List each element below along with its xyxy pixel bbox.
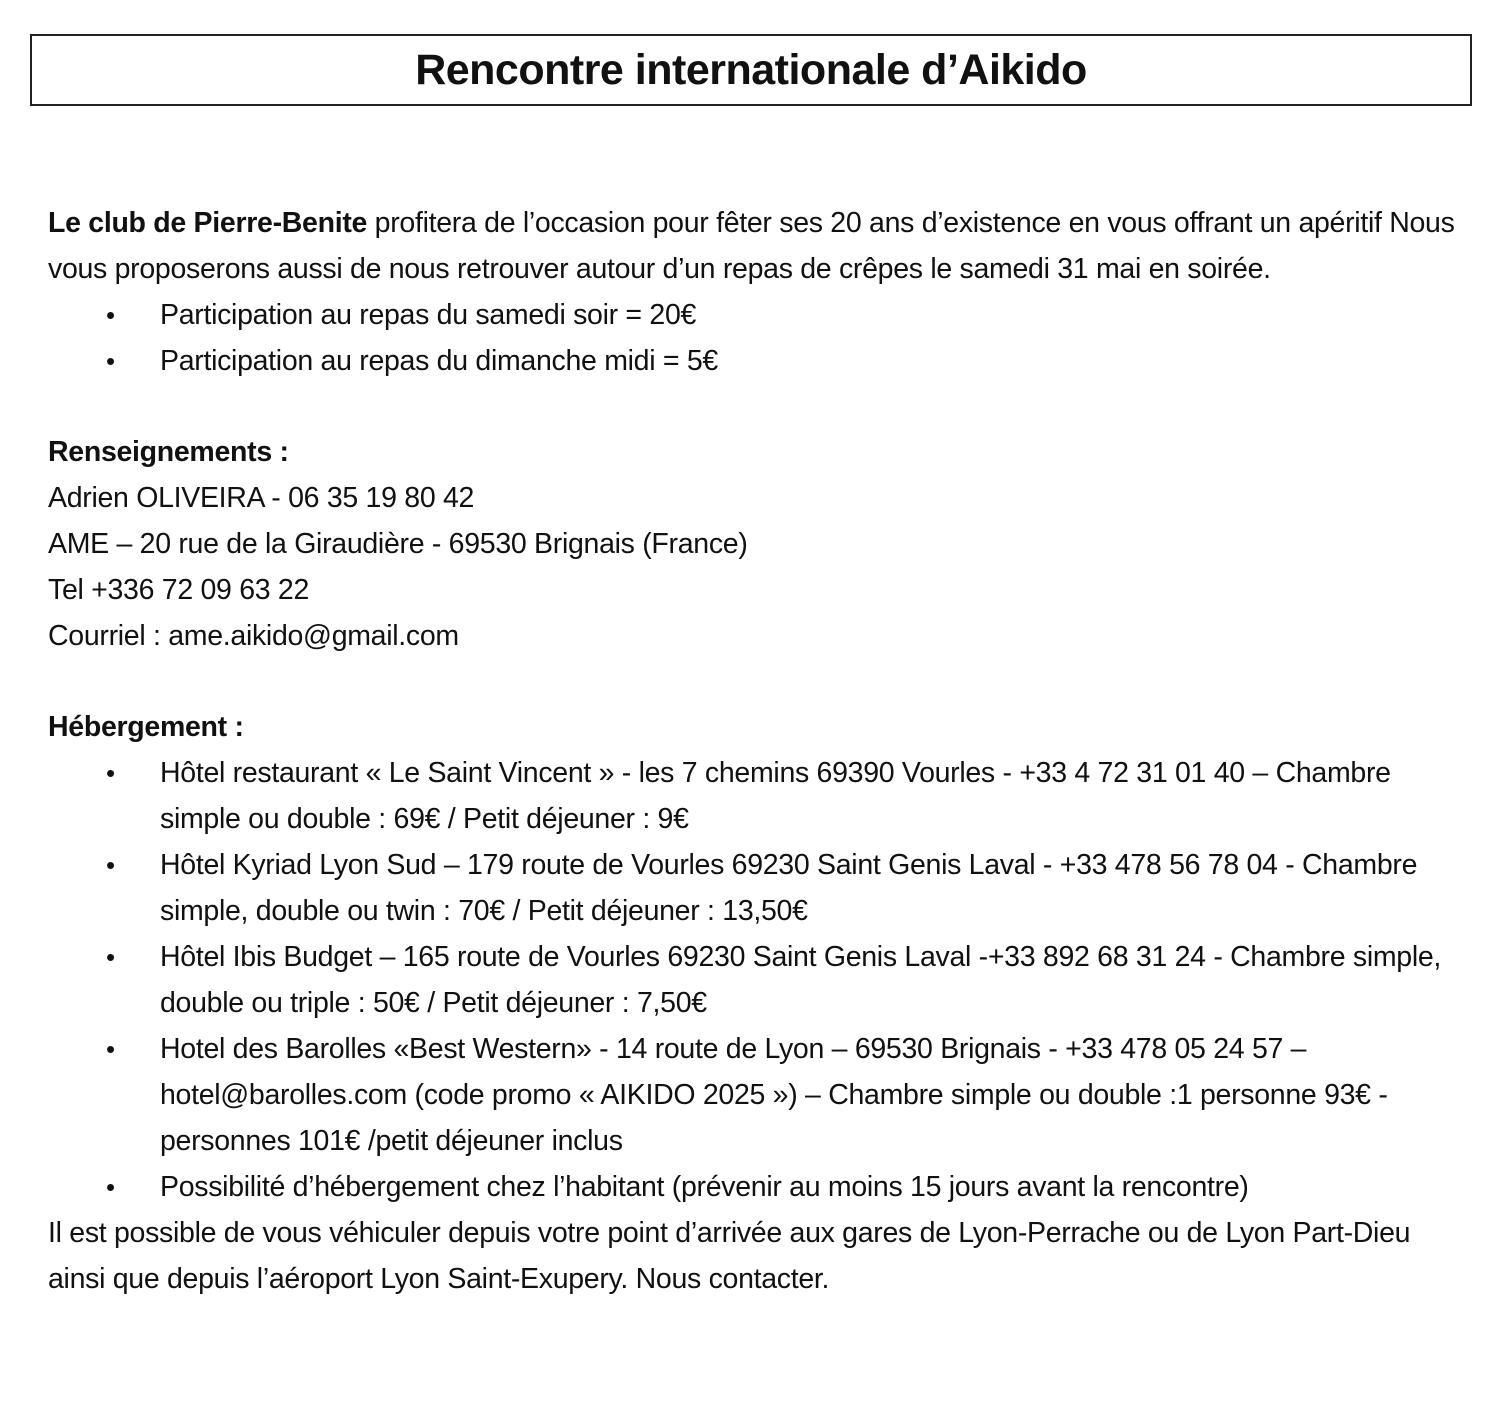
lodging-text: Hôtel Ibis Budget – 165 route de Vourles 69230 Saint Genis Laval -+33 892 68 31 24 - Chambre simple, double ou triple : 50€ / Petit déjeuner : 7,50€ xyxy=(160,941,1442,1019)
contact-phone: Tel +336 72 09 63 22 xyxy=(48,574,310,606)
bullet-icon: • xyxy=(106,758,115,788)
list-item xyxy=(48,842,1458,934)
bullet-icon: • xyxy=(106,300,115,330)
lodging-heading-text: Hébergement : xyxy=(48,711,244,743)
bullet-icon: • xyxy=(106,942,115,972)
page-title: Rencontre internationale d’Aikido xyxy=(415,45,1087,94)
list-item xyxy=(48,1164,1458,1210)
meal-text: Participation au repas du dimanche midi = 5€ xyxy=(160,345,718,377)
club-name: Le club de Pierre-Benite xyxy=(48,207,368,239)
contact-email: Courriel : ame.aikido@gmail.com xyxy=(48,620,459,652)
list-item xyxy=(48,338,1458,384)
list-item xyxy=(48,934,1458,1026)
bullet-icon: • xyxy=(106,1034,115,1064)
info-heading-text: Renseignements : xyxy=(48,436,289,468)
lodging-text: Hotel des Barolles «Best Western» - 14 route de Lyon – 69530 Brignais - +33 478 05 24 57 – hotel@barolles.com (code promo « AIKIDO 2025 ») – Chambre simple ou double :1 personne 93€ - personnes 101€ /petit déjeuner inclus xyxy=(160,1033,1388,1157)
info-heading xyxy=(48,429,1458,475)
title-box xyxy=(30,34,1472,106)
list-item xyxy=(48,1026,1458,1164)
transport-paragraph: Il est possible de vous véhiculer depuis votre point d’arrivée aux gares de Lyon-Perrache ou de Lyon Part-Dieu ainsi que depuis l’aéroport Lyon Saint-Exupery. Nous contacter. xyxy=(48,1217,1411,1295)
bullet-icon: • xyxy=(106,1172,115,1202)
lodging-text: Possibilité d’hébergement chez l’habitant (prévenir au moins 15 jours avant la rencontre) xyxy=(160,1171,1249,1203)
list-item xyxy=(48,292,1458,338)
meal-list xyxy=(48,292,1458,384)
lodging-list xyxy=(48,750,1458,1210)
meal-text: Participation au repas du samedi soir = 20€ xyxy=(160,299,697,331)
bullet-icon: • xyxy=(106,346,115,376)
intro-paragraph xyxy=(48,200,1458,292)
list-item xyxy=(48,750,1458,842)
contact-name: Adrien OLIVEIRA - 06 35 19 80 42 xyxy=(48,482,475,514)
bullet-icon: • xyxy=(106,850,115,880)
lodging-heading xyxy=(48,704,1458,750)
lodging-text: Hôtel Kyriad Lyon Sud – 179 route de Vourles 69230 Saint Genis Laval - +33 478 56 78 04 - Chambre simple, double ou twin : 70€ / Petit déjeuner : 13,50€ xyxy=(160,849,1418,927)
lodging-text: Hôtel restaurant « Le Saint Vincent » - les 7 chemins 69390 Vourles - +33 4 72 31 01 40 – Chambre simple ou double : 69€ / Petit déjeuner : 9€ xyxy=(160,757,1391,835)
contact-address: AME – 20 rue de la Giraudière - 69530 Brignais (France) xyxy=(48,528,748,560)
document-body xyxy=(48,200,1458,1302)
intro-text: profitera de l’occasion pour fêter ses 20 ans d’existence en vous offrant un apéritif Nous vous proposerons aussi de nous retrouver autour d’un repas de crêpes le samedi 31 mai en soirée. xyxy=(48,207,1455,285)
